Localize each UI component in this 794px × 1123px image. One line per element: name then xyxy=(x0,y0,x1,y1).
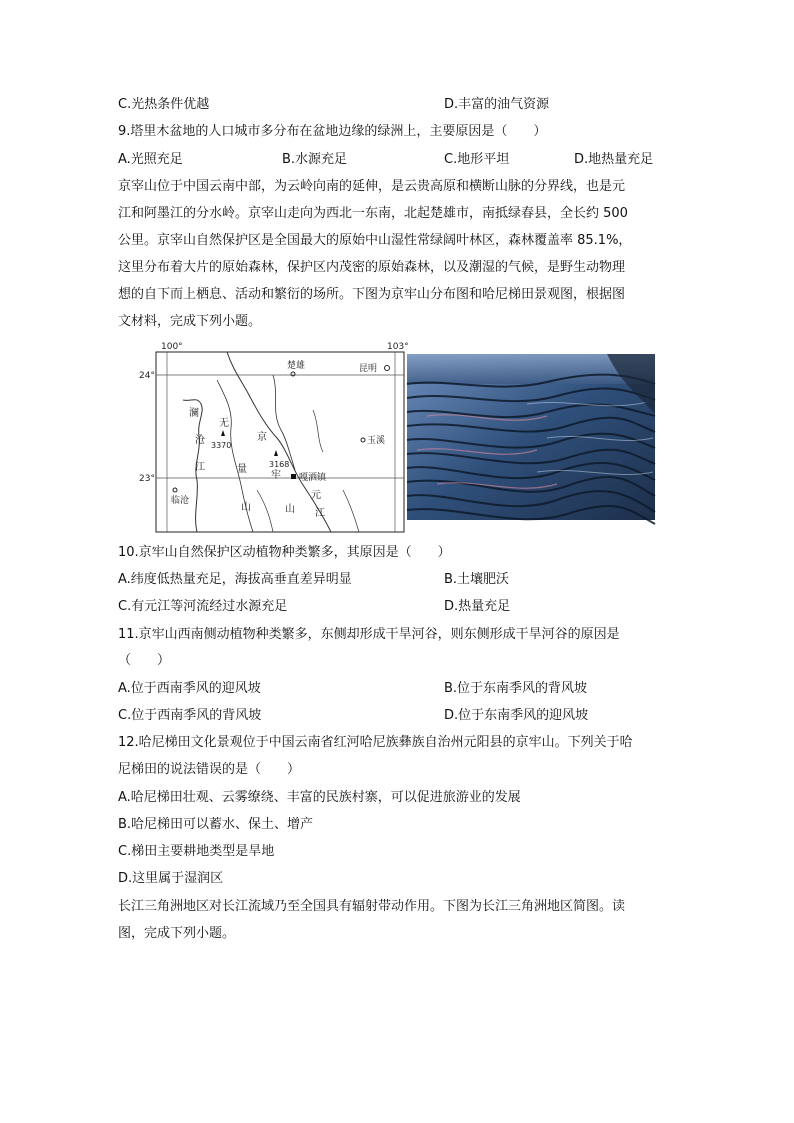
wuliang-label: 山 xyxy=(241,502,251,513)
q11-option-a: A.位于西南季风的迎风坡 xyxy=(118,681,261,696)
q12-option-c: C.梯田主要耕地类型是旱地 xyxy=(118,844,275,859)
jinglao-label: 京 xyxy=(257,432,267,443)
q9-option-d: D.地热量充足 xyxy=(574,152,654,167)
wuliang-label: 无 xyxy=(219,418,229,429)
lon-label-left: 100° xyxy=(161,342,183,352)
q10-stem: 10.京牢山自然保护区动植物种类繁多，其原因是（ ） xyxy=(118,545,451,560)
q12-option-a: A.哈尼梯田壮观、云雾缭绕、丰富的民族村寨，可以促进旅游业的发展 xyxy=(118,790,521,805)
lancang-label: 江 xyxy=(195,462,205,473)
q10-option-d: D.热量充足 xyxy=(444,599,511,614)
q9-stem: 9.塔里木盆地的人口城市多分布在盆地边缘的绿洲上，主要原因是（ ） xyxy=(118,124,547,139)
q9-option-a: A.光照充足 xyxy=(118,152,183,167)
passage1-line: 想的自下而上栖息、活动和繁衍的场所。下图为京牢山分布图和哈尼梯田景观图，根据图 xyxy=(118,287,626,302)
q12-stem: 12.哈尼梯田文化景观位于中国云南省红河哈尼族彝族自治州元阳县的京牢山。下列关于哈 xyxy=(118,735,633,750)
passage1-line: 文材料，完成下列小题。 xyxy=(118,314,262,329)
passage1-line: 京宰山位于中国云南中部，为云岭向南的延伸，是云贵高原和横断山脉的分界线，也是元 xyxy=(118,179,626,194)
jinglao-label: 山 xyxy=(285,504,295,515)
wuliang-label: 量 xyxy=(237,464,247,475)
lincang-label: 临沧 xyxy=(171,496,190,506)
jinglao-label: 牢 xyxy=(271,470,281,481)
q12-stem-cont: 尼梯田的说法错误的是（ ） xyxy=(118,762,301,777)
chuxiong-label: 楚雄 xyxy=(287,361,306,371)
yuanjiang-label: 元 xyxy=(311,490,321,501)
q11-option-b: B.位于东南季风的背风坡 xyxy=(444,681,588,696)
q12-option-b: B.哈尼梯田可以蓄水、保土、增产 xyxy=(118,817,314,832)
passage2-line: 图，完成下列小题。 xyxy=(118,926,236,941)
peak-elevation: 3168 xyxy=(269,460,290,469)
lancang-label: 澜 xyxy=(189,408,199,419)
yuxi-label: 玉溪 xyxy=(367,436,386,446)
lat-label-top: 24° xyxy=(139,371,155,381)
lancang-label: 沧 xyxy=(195,435,205,446)
q11-stem-cont: （ ） xyxy=(118,653,171,668)
q12-option-d: D.这里属于湿润区 xyxy=(118,871,224,886)
q11-option-d: D.位于东南季风的迎风坡 xyxy=(444,708,589,723)
q8-option-d: D.丰富的油气资源 xyxy=(444,97,550,112)
q11-option-c: C.位于西南季风的背风坡 xyxy=(118,708,262,723)
passage1-line: 这里分布着大片的原始森林，保护区内茂密的原始森林，以及潮湿的气候，是野生动物理 xyxy=(118,260,626,275)
q10-option-a: A.纬度低热量充足，海拔高垂直差异明显 xyxy=(118,572,352,587)
jinglao-mountain-map xyxy=(139,340,409,534)
q10-option-c: C.有元江等河流经过水源充足 xyxy=(118,599,288,614)
kunming-label: 昆明 xyxy=(359,364,378,374)
gasazhen-marker xyxy=(291,474,296,479)
gasazhen-label: 嘎洒镇 xyxy=(299,473,327,483)
q9-option-c: C.地形平坦 xyxy=(444,152,510,167)
peak-elevation: 3370 xyxy=(211,441,232,450)
yuanjiang-label: 江 xyxy=(315,508,325,519)
q9-option-b: B.水源充足 xyxy=(282,152,348,167)
q11-stem: 11.京牢山西南侧动植物种类繁多，东侧却形成干旱河谷，则东侧形成干旱河谷的原因是 xyxy=(118,627,620,642)
hani-terrace-photo xyxy=(407,354,655,520)
lon-label-right: 103° xyxy=(387,342,409,352)
q10-option-b: B.土壤肥沃 xyxy=(444,572,510,587)
lat-label-bottom: 23° xyxy=(139,474,155,484)
passage2-line: 长江三角洲地区对长江流域乃至全国具有辐射带动作用。下图为长江三角洲地区简图。读 xyxy=(118,899,626,914)
passage1-line: 江和阿墨江的分水岭。京宰山走向为西北一东南，北起楚雄市，南抵绿春县，全长约 500 xyxy=(118,206,628,221)
q8-option-c: C.光热条件优越 xyxy=(118,97,210,112)
passage1-line: 公里。京宰山自然保护区是全国最大的原始中山湿性常绿阔叶林区，森林覆盖率 85.1%， xyxy=(118,233,632,248)
